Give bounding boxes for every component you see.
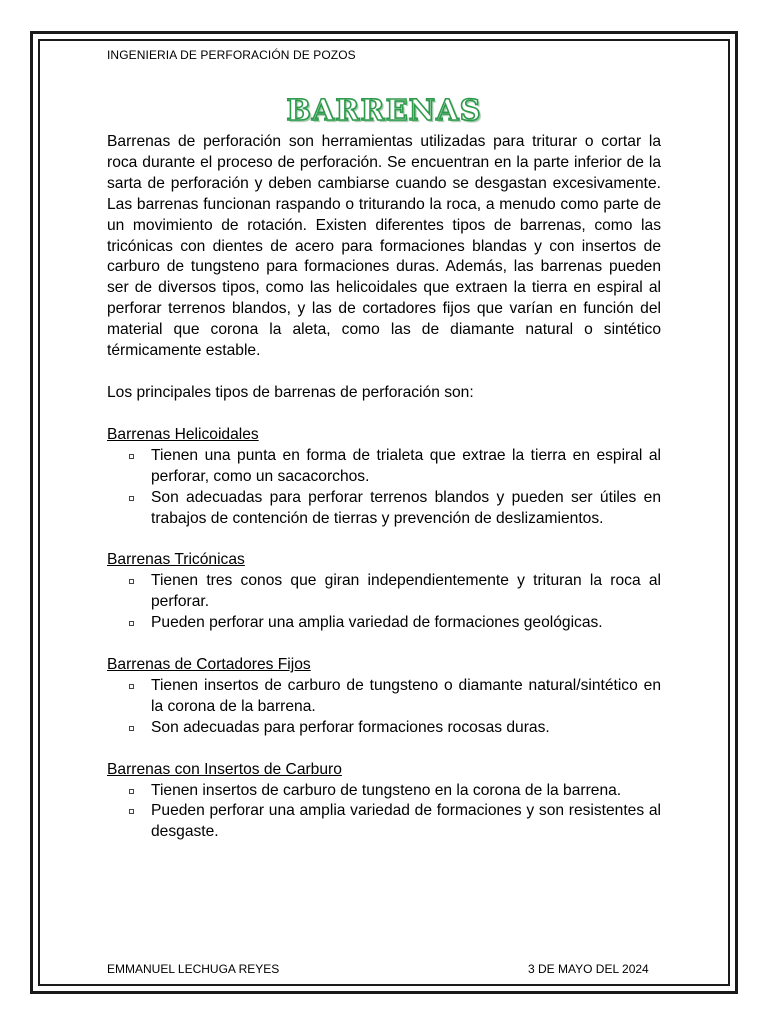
bullet-list <box>107 781 661 844</box>
section-title: Barrenas con Insertos de Carburo <box>107 760 342 778</box>
section-title: Barrenas de Cortadores Fijos <box>107 656 311 674</box>
list-item: Tienen insertos de carburo de tungsteno en la corona de la barrena. <box>151 781 661 802</box>
footer-author: EMMANUEL LECHUGA REYES <box>107 962 280 976</box>
list-item: Son adecuadas para perforar formaciones rocosas duras. <box>151 718 661 739</box>
square-bullet-icon <box>129 496 134 501</box>
lead-paragraph: Los principales tipos de barrenas de perforación son: <box>107 383 474 401</box>
list-item: Pueden perforar una amplia variedad de formaciones geológicas. <box>151 613 661 634</box>
list-item: Son adecuadas para perforar terrenos blandos y pueden ser útiles en trabajos de contención de tierras y prevención de deslizamientos. <box>151 488 661 530</box>
list-item: Tienen una punta en forma de trialeta que extrae la tierra en espiral al perforar, como un sacacorchos. <box>151 446 661 488</box>
list-item: Pueden perforar una amplia variedad de formaciones y son resistentes al desgaste. <box>151 801 661 843</box>
page-header: INGENIERIA DE PERFORACIÓN DE POZOS <box>107 48 356 62</box>
section-helicoidales <box>107 425 661 530</box>
square-bullet-icon <box>129 809 134 814</box>
square-bullet-icon <box>129 454 134 459</box>
footer-date: 3 DE MAYO DEL 2024 <box>528 962 649 976</box>
list-item: Tienen tres conos que giran independientemente y trituran la roca al perforar. <box>151 571 661 613</box>
section-title: Barrenas Tricónicas <box>107 551 245 569</box>
document-body <box>107 132 661 843</box>
square-bullet-icon <box>129 789 134 794</box>
square-bullet-icon <box>129 726 134 731</box>
square-bullet-icon <box>129 684 134 689</box>
list-item: Tienen insertos de carburo de tungsteno o diamante natural/sintético en la corona de la barrena. <box>151 676 661 718</box>
bullet-list <box>107 571 661 634</box>
section-insertos-carburo <box>107 760 661 844</box>
square-bullet-icon <box>129 621 134 626</box>
square-bullet-icon <box>129 579 134 584</box>
document-title: BARRENAS <box>286 93 482 127</box>
section-cortadores-fijos <box>107 655 661 739</box>
intro-paragraph: Barrenas de perforación son herramientas utilizadas para triturar o cortar la roca durante el proceso de perforación. Se encuentran en la parte inferior de la sarta de perforación y deben cambiarse cuando se desgastan excesivamente. Las barrenas funcionan raspando o triturando la roca, a menudo como parte de un movimiento de rotación. Existen diferentes tipos de barrenas, como las tricónicas con dientes de acero para formaciones blandas y con insertos de carburo de tungsteno para formaciones duras. Además, las barrenas pueden ser de diversos tipos, como las helicoidales que extraen la tierra en espiral al perforar terrenos blandos, y las de cortadores fijos que varían en función del material que corona la aleta, como las de diamante natural o sintético térmicamente estable. <box>107 133 661 360</box>
section-title: Barrenas Helicoidales <box>107 425 259 443</box>
bullet-list <box>107 676 661 739</box>
section-triconicas <box>107 550 661 634</box>
bullet-list <box>107 446 661 530</box>
